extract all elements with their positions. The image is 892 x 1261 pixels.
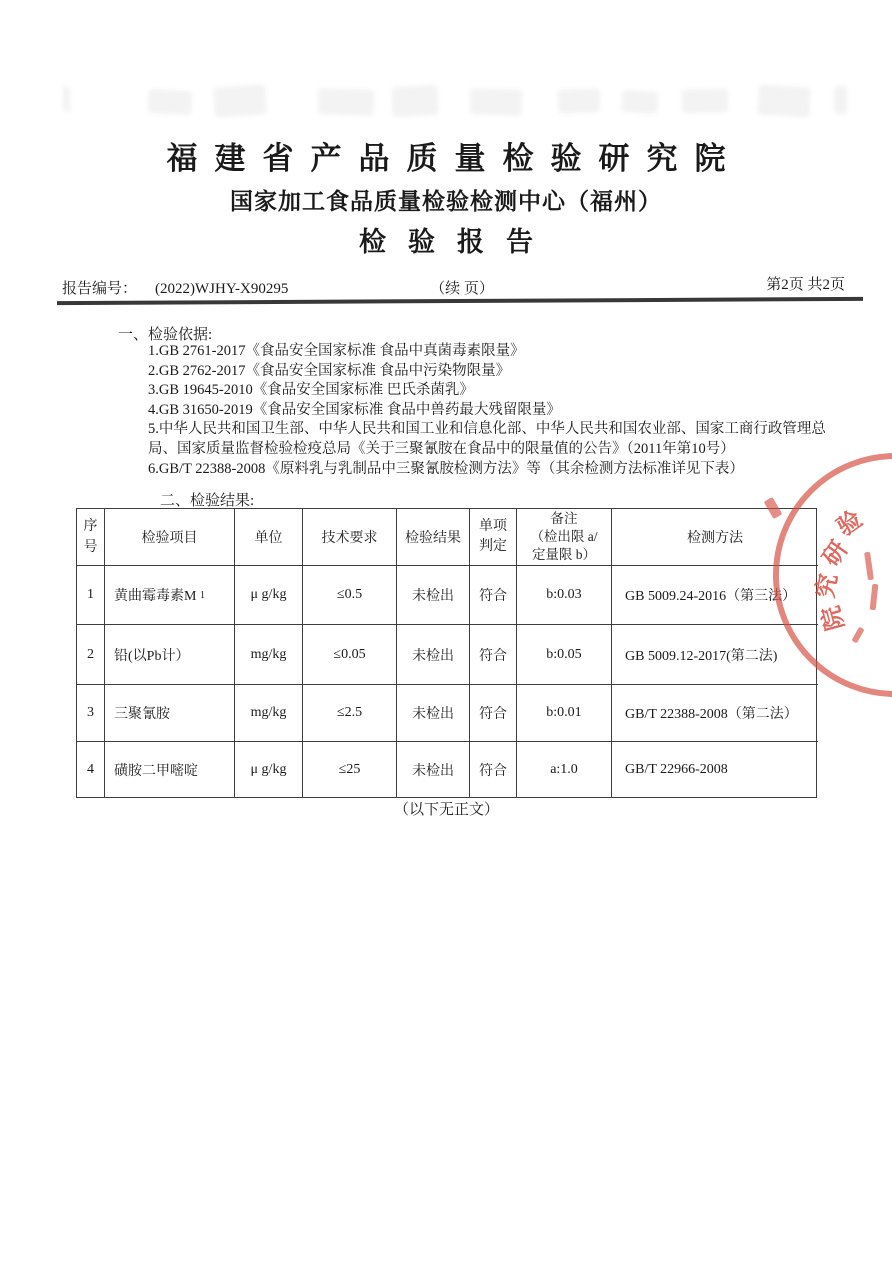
row3-unit: mg/kg — [235, 685, 303, 742]
col-header-remark — [517, 509, 612, 566]
row3-remark: b:0.01 — [517, 685, 612, 742]
stamp-char: 究 — [813, 571, 843, 601]
remark-header-line2: （检出限 a/ — [530, 528, 598, 544]
results-heading: 二、检验结果: — [160, 493, 255, 509]
results-table — [76, 508, 817, 798]
col-header-no-label: 序号 — [83, 519, 98, 555]
basis-item: 5.中华人民共和国卫生部、中华人民共和国工业和信息化部、中华人民共和国农业部、国家工商行政管理总局、国家质量监督检验检疫总局《关于三聚氰胺在食品中的限量值的公告》（2011年第10号） — [148, 421, 826, 457]
end-note: （以下无正文） — [393, 802, 499, 818]
col-header-unit: 单位 — [235, 509, 303, 566]
stamp-fragment — [851, 627, 864, 644]
row3-item: 三聚氰胺 — [105, 685, 235, 742]
row3-method: GB/T 22388-2008（第二法） — [612, 685, 818, 742]
stamp-char: 验 — [832, 506, 868, 542]
stamp-char: 研 — [818, 536, 854, 572]
row4-requirement: ≤25 — [303, 742, 397, 797]
row2-judgement: 符合 — [470, 625, 517, 685]
basis-item: 6.GB/T 22388-2008《原料乳与乳制品中三聚氰胺检测方法》等（其余检测方法标准详见下表） — [148, 460, 744, 477]
row2-method: GB 5009.12-2017(第二法) — [612, 625, 818, 685]
row4-result: 未检出 — [397, 742, 470, 797]
row1-unit: μ g/kg — [235, 566, 303, 625]
row1-item-subscript: 1 — [199, 589, 205, 601]
row4-item: 磺胺二甲嘧啶 — [105, 742, 235, 797]
meta-row — [62, 277, 845, 299]
row3-result: 未检出 — [397, 685, 470, 742]
row1-item — [105, 566, 235, 625]
row2-requirement: ≤0.05 — [303, 625, 397, 685]
basis-item: 2.GB 2762-2017《食品安全国家标准 食品中污染物限量》 — [148, 362, 511, 379]
basis-item: 1.GB 2761-2017《食品安全国家标准 食品中真菌毒素限量》 — [148, 343, 525, 359]
stamp-fragment — [870, 584, 879, 610]
row4-judgement: 符合 — [470, 742, 517, 797]
row4-unit: μ g/kg — [235, 742, 303, 797]
row1-no: 1 — [77, 566, 105, 625]
row3-requirement: ≤2.5 — [303, 685, 397, 742]
basis-heading: 一、检验依据: — [118, 327, 213, 343]
row4-method: GB/T 22966-2008 — [625, 761, 728, 777]
remark-header-line1: 备注 — [550, 510, 578, 526]
row2-unit: mg/kg — [235, 625, 303, 685]
institute-title: 福建省产品质量检验研究院 — [166, 141, 743, 176]
row4-no: 4 — [77, 742, 105, 797]
row1-result: 未检出 — [397, 566, 470, 625]
col-header-no — [77, 509, 105, 566]
bleedthrough-artifacts — [0, 0, 892, 130]
row1-method: GB 5009.24-2016（第三法） — [612, 566, 818, 625]
center-title: 国家加工食品质量检验检测中心（福州） — [230, 189, 662, 214]
row1-remark: b:0.03 — [517, 566, 612, 625]
continuation-label: （续 页） — [430, 281, 494, 297]
page-indicator: 第2页 共2页 — [766, 277, 845, 293]
remark-header-line3: 定量限 b） — [531, 547, 597, 563]
col-header-judgement-label: 单项判定 — [479, 519, 507, 554]
report-title: 检验报告 — [359, 227, 555, 257]
row3-no: 3 — [77, 685, 105, 742]
row3-judgement: 符合 — [470, 685, 517, 742]
row2-remark: b:0.05 — [517, 625, 612, 685]
row2-no: 2 — [77, 625, 105, 685]
col-header-item: 检验项目 — [105, 509, 235, 566]
row4-remark: a:1.0 — [517, 742, 612, 797]
basis-item: 4.GB 31650-2019《食品安全国家标准 食品中兽药最大残留限量》 — [148, 401, 561, 418]
report-number-label: 报告编号： — [62, 281, 138, 297]
row2-result: 未检出 — [397, 625, 470, 685]
stamp-fragment — [864, 552, 874, 581]
basis-item: 3.GB 19645-2010《食品安全国家标准 巴氏杀菌乳》 — [148, 382, 474, 399]
row1-item-text: 黄曲霉毒素M — [114, 589, 197, 604]
row1-judgement: 符合 — [470, 566, 517, 625]
row1-requirement: ≤0.5 — [303, 566, 397, 625]
stamp-char: 院 — [818, 603, 850, 633]
col-header-requirement: 技术要求 — [303, 509, 397, 566]
report-number-value: (2022)WJHY-X90295 — [155, 281, 289, 297]
report-number — [62, 277, 288, 298]
col-header-method: 检测方法 — [612, 509, 818, 566]
col-header-judgement — [470, 509, 517, 566]
row2-item: 铅(以Pb计） — [105, 625, 235, 685]
col-header-result: 检验结果 — [397, 509, 470, 566]
basis-list — [148, 342, 851, 479]
